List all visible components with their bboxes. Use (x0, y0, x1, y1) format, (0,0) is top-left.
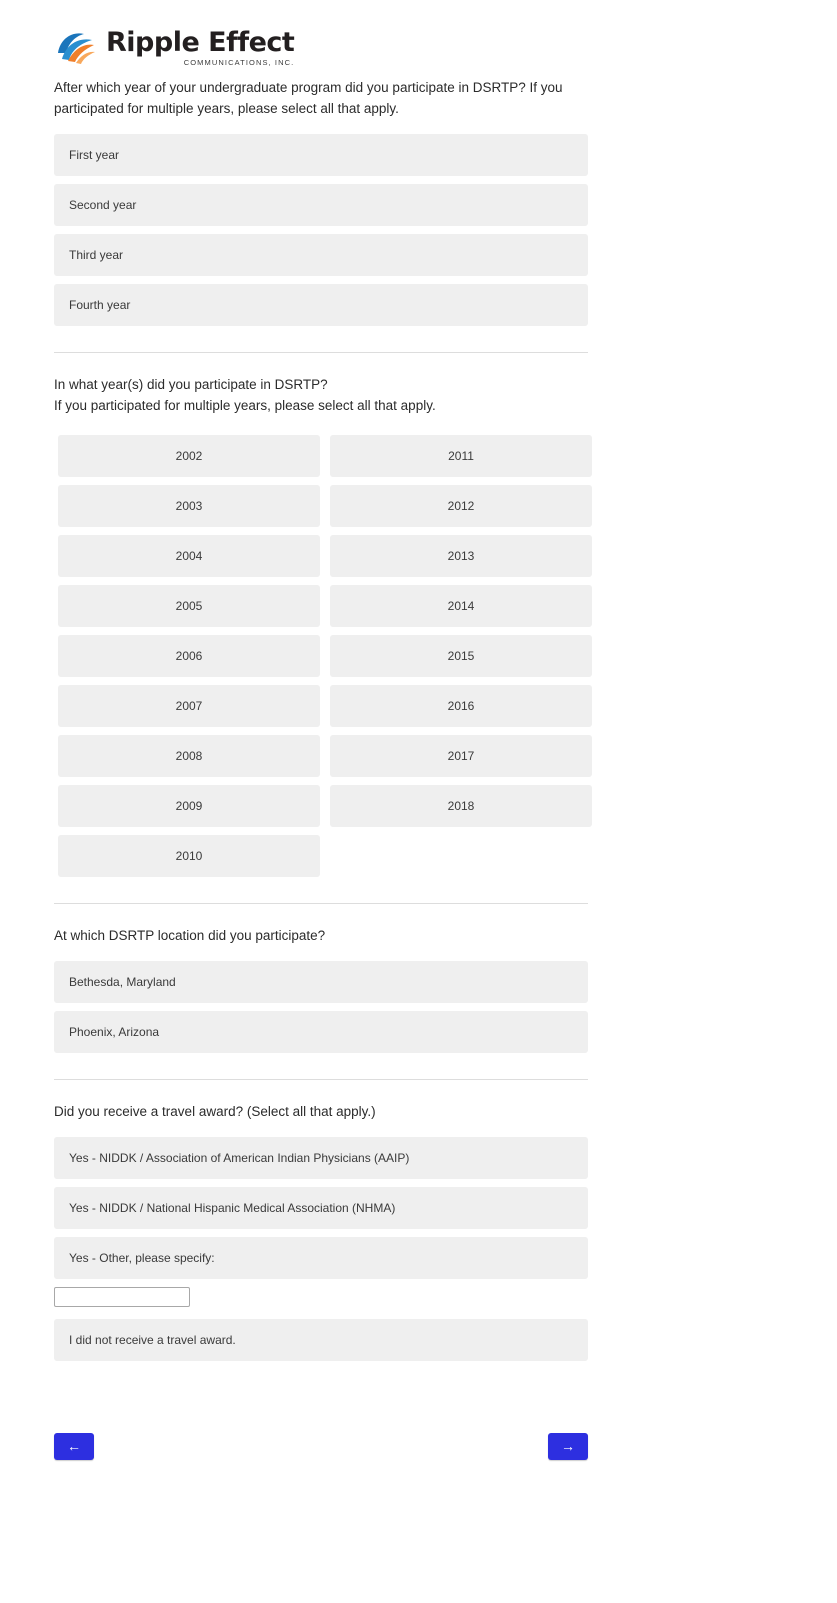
page-bottom-spacer (0, 1483, 837, 1593)
option-label: Third year (69, 247, 124, 262)
option-year-2009[interactable]: 2009 (58, 785, 320, 827)
option-label: Phoenix, Arizona (69, 1024, 160, 1039)
grid-empty-cell (330, 835, 592, 877)
section-divider (54, 352, 588, 353)
option-year-2010[interactable]: 2010 (58, 835, 320, 877)
option-year-2007[interactable]: 2007 (58, 685, 320, 727)
option-year-2013[interactable]: 2013 (330, 535, 592, 577)
prompt-line: If you participated for multiple years, please select all that apply. (54, 397, 436, 413)
option-bethesda-maryland[interactable] (54, 961, 588, 1003)
form-body (0, 78, 837, 1361)
section-divider (54, 1079, 588, 1080)
option-year-2015[interactable]: 2015 (330, 635, 592, 677)
option-year-2011[interactable]: 2011 (330, 435, 592, 477)
section-divider (54, 903, 588, 904)
option-year-2014[interactable]: 2014 (330, 585, 592, 627)
option-year-2016[interactable]: 2016 (330, 685, 592, 727)
question-dsrtp-location (54, 926, 783, 1053)
option-fourth-year[interactable] (54, 284, 588, 326)
options-list (54, 134, 783, 326)
option-second-year[interactable] (54, 184, 588, 226)
option-label: Yes - Other, please specify: (69, 1250, 215, 1265)
brand-header (0, 0, 837, 78)
ripple-swirl-icon (54, 25, 98, 69)
option-year-2003[interactable]: 2003 (58, 485, 320, 527)
question-travel-award (54, 1102, 783, 1361)
option-label: Yes - NIDDK / Association of American Indian Physicians (AAIP) (69, 1150, 410, 1165)
option-nhma-award[interactable] (54, 1187, 588, 1229)
brand-name: Ripple Effect (106, 27, 295, 58)
option-other-award[interactable] (54, 1237, 588, 1279)
prompt-line: At which DSRTP location did you participate? (54, 927, 326, 943)
option-year-2008[interactable]: 2008 (58, 735, 320, 777)
next-page-button[interactable]: → (548, 1433, 588, 1460)
option-phoenix-arizona[interactable] (54, 1011, 588, 1053)
form-navigation (54, 1433, 588, 1483)
option-label: Fourth year (69, 297, 131, 312)
option-label: First year (69, 147, 120, 162)
option-label: Bethesda, Maryland (69, 974, 176, 989)
option-year-2005[interactable]: 2005 (58, 585, 320, 627)
option-label: Yes - NIDDK / National Hispanic Medical Association (NHMA) (69, 1200, 396, 1215)
option-year-2002[interactable]: 2002 (58, 435, 320, 477)
question-prompt (54, 78, 574, 120)
question-prompt (54, 926, 574, 947)
prompt-line: participated for multiple years, please select all that apply. (54, 100, 399, 116)
prompt-line: Did you receive a travel award? (Select all that apply.) (54, 1103, 376, 1119)
option-no-award[interactable] (54, 1319, 588, 1361)
options-list (54, 961, 783, 1053)
option-third-year[interactable] (54, 234, 588, 276)
prompt-line: After which year of your undergraduate program did you participate in DSRTP? If you (54, 80, 563, 95)
option-label: I did not receive a travel award. (69, 1332, 236, 1347)
brand-tagline: COMMUNICATIONS, INC. (183, 58, 295, 67)
prompt-line: In what year(s) did you participate in DSRTP? (54, 376, 328, 392)
previous-page-button[interactable]: ← (54, 1433, 94, 1460)
option-year-2018[interactable]: 2018 (330, 785, 592, 827)
question-prompt (54, 1102, 574, 1123)
option-year-2004[interactable]: 2004 (58, 535, 320, 577)
options-list (54, 1137, 783, 1361)
option-year-2006[interactable]: 2006 (58, 635, 320, 677)
question-prompt (54, 375, 574, 417)
option-first-year[interactable] (54, 134, 588, 176)
other-award-specify-input[interactable] (54, 1287, 190, 1307)
year-options-grid (54, 435, 783, 877)
brand-text (106, 27, 294, 67)
option-year-2017[interactable]: 2017 (330, 735, 592, 777)
option-label: Second year (69, 197, 137, 212)
question-undergrad-year (54, 78, 783, 326)
option-aaip-award[interactable] (54, 1137, 588, 1179)
option-year-2012[interactable]: 2012 (330, 485, 592, 527)
question-participation-years (54, 375, 783, 877)
